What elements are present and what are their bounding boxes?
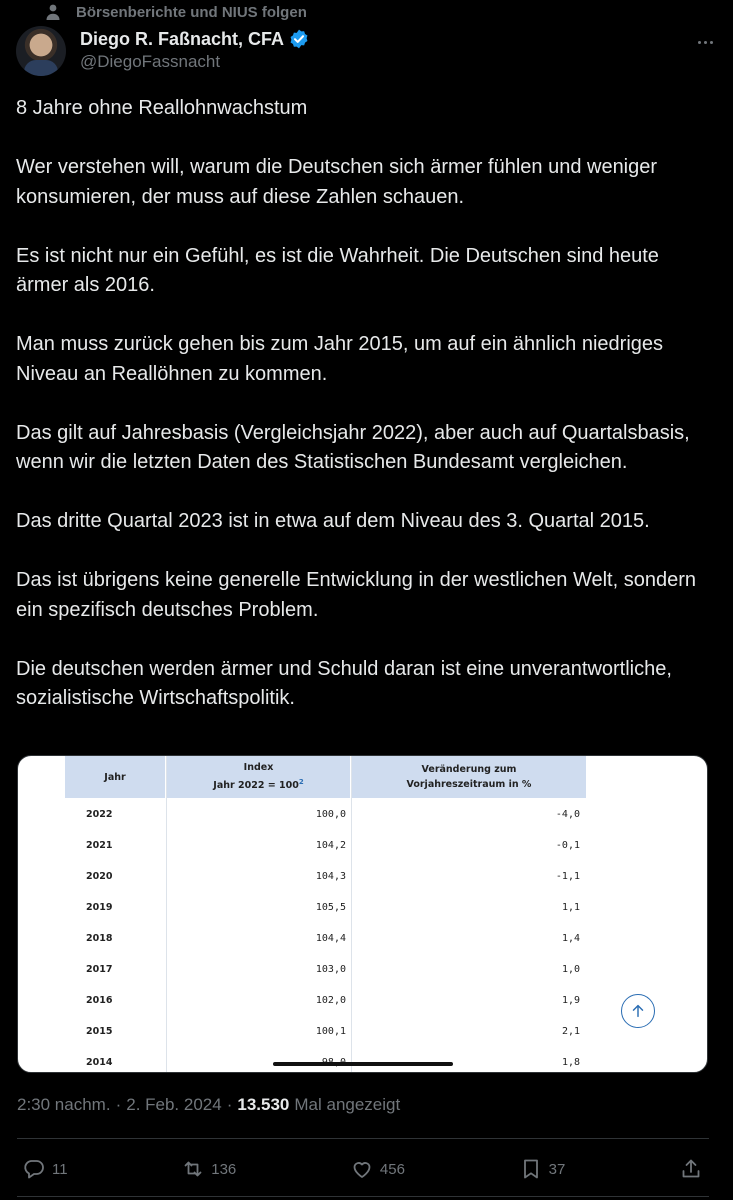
tweet-date[interactable]: 2. Feb. 2024 xyxy=(126,1095,222,1114)
reply-button[interactable] xyxy=(22,1157,68,1181)
table-header-year: Jahr xyxy=(65,756,165,798)
tweet-header xyxy=(16,26,717,78)
views-label: Mal angezeigt xyxy=(294,1095,401,1114)
table-header-change: Veränderung zum Vorjahreszeitraum in % xyxy=(352,756,586,798)
tweet-text xyxy=(16,94,716,714)
views-count[interactable]: 13.530 xyxy=(237,1095,290,1114)
heart-icon xyxy=(350,1157,374,1181)
name-row[interactable] xyxy=(80,28,310,50)
tweet-meta xyxy=(17,1095,400,1115)
table-row: 2017 103,0 1,0 xyxy=(86,964,580,975)
tweet-paragraph: Wer verstehen will, warum die Deutschen sich ärmer fühlen und weniger konsumieren, der muss auf diese Zahlen schauen. xyxy=(16,156,658,208)
repost-icon xyxy=(181,1157,205,1181)
meta-separator: · xyxy=(226,1095,233,1114)
tweet-media-image[interactable] xyxy=(17,755,708,1073)
share-button[interactable] xyxy=(679,1157,703,1181)
more-options-icon[interactable] xyxy=(693,32,717,52)
tweet-paragraph: Das ist übrigens keine generelle Entwicklung in der westlichen Welt, sondern ein spezifisch deutsches Problem. xyxy=(16,569,696,621)
share-icon xyxy=(679,1157,703,1181)
action-bar xyxy=(22,1152,703,1186)
table-row: 2022 100,0 -4,0 xyxy=(86,809,580,820)
reply-icon xyxy=(22,1157,46,1181)
table-header-index: Index Jahr $2022 = 100^2$ xyxy=(167,756,350,798)
bookmark-count: 37 xyxy=(548,1160,566,1178)
bookmark-icon xyxy=(519,1157,543,1181)
tweet-paragraph: Das gilt auf Jahresbasis (Vergleichsjahr 2022), aber auch auf Quartalsbasis, wenn wir die letzten Daten des Statistischen Bundesamt vergleichen. xyxy=(16,421,690,473)
social-context-text: Börsenberichte und NIUS folgen xyxy=(76,3,307,21)
scroll-up-button[interactable] xyxy=(621,994,655,1028)
tweet-paragraph: Die deutschen werden ärmer und Schuld daran ist eine unverantwortliche, sozialistische Wirtschaftspolitik. xyxy=(16,657,672,709)
display-name[interactable]: Diego R. Faßnacht, CFA xyxy=(80,28,285,49)
divider xyxy=(17,1196,709,1197)
repost-button[interactable] xyxy=(181,1157,236,1181)
table-row: 2020 104,3 -1,1 xyxy=(86,871,580,882)
tweet-paragraph: 8 Jahre ohne Reallohnwachstum xyxy=(16,97,308,119)
avatar[interactable] xyxy=(16,26,66,76)
table-row: 2021 104,2 -0,1 xyxy=(86,840,580,851)
table-row: 2019 105,5 1,1 xyxy=(86,902,580,913)
reply-count: 11 xyxy=(52,1160,68,1178)
table-row: 2015 100,1 2,1 xyxy=(86,1026,580,1037)
arrow-up-icon xyxy=(629,1002,647,1020)
divider xyxy=(17,1138,709,1139)
bookmark-button[interactable] xyxy=(519,1157,566,1181)
person-icon xyxy=(44,3,62,21)
tweet-paragraph: Man muss zurück gehen bis zum Jahr 2015, um auf ein ähnlich niedriges Niveau an Reallöhnen zu kommen. xyxy=(16,333,664,385)
repost-count: 136 xyxy=(211,1160,237,1178)
table-row: 2014 1,8 xyxy=(86,1057,580,1068)
tweet-time[interactable]: 2:30 nachm. xyxy=(17,1095,111,1114)
like-button[interactable] xyxy=(350,1157,405,1181)
like-count: 456 xyxy=(379,1160,405,1178)
tweet-paragraph: Es ist nicht nur ein Gefühl, es ist die Wahrheit. Die Deutschen sind heute ärmer als 2016. xyxy=(16,244,659,296)
user-handle[interactable]: @DiegoFassnacht xyxy=(80,52,221,71)
tweet-paragraph: Das dritte Quartal 2023 ist in etwa auf dem Niveau des 3. Quartal 2015. xyxy=(16,510,650,532)
verified-badge-icon[interactable] xyxy=(288,28,310,50)
table-row: 2016 102,0 1,9 xyxy=(86,995,580,1006)
table-row: 2018 104,4 1,4 xyxy=(86,933,580,944)
meta-separator: · xyxy=(115,1095,122,1114)
home-indicator xyxy=(273,1062,453,1066)
social-context[interactable] xyxy=(44,2,307,22)
